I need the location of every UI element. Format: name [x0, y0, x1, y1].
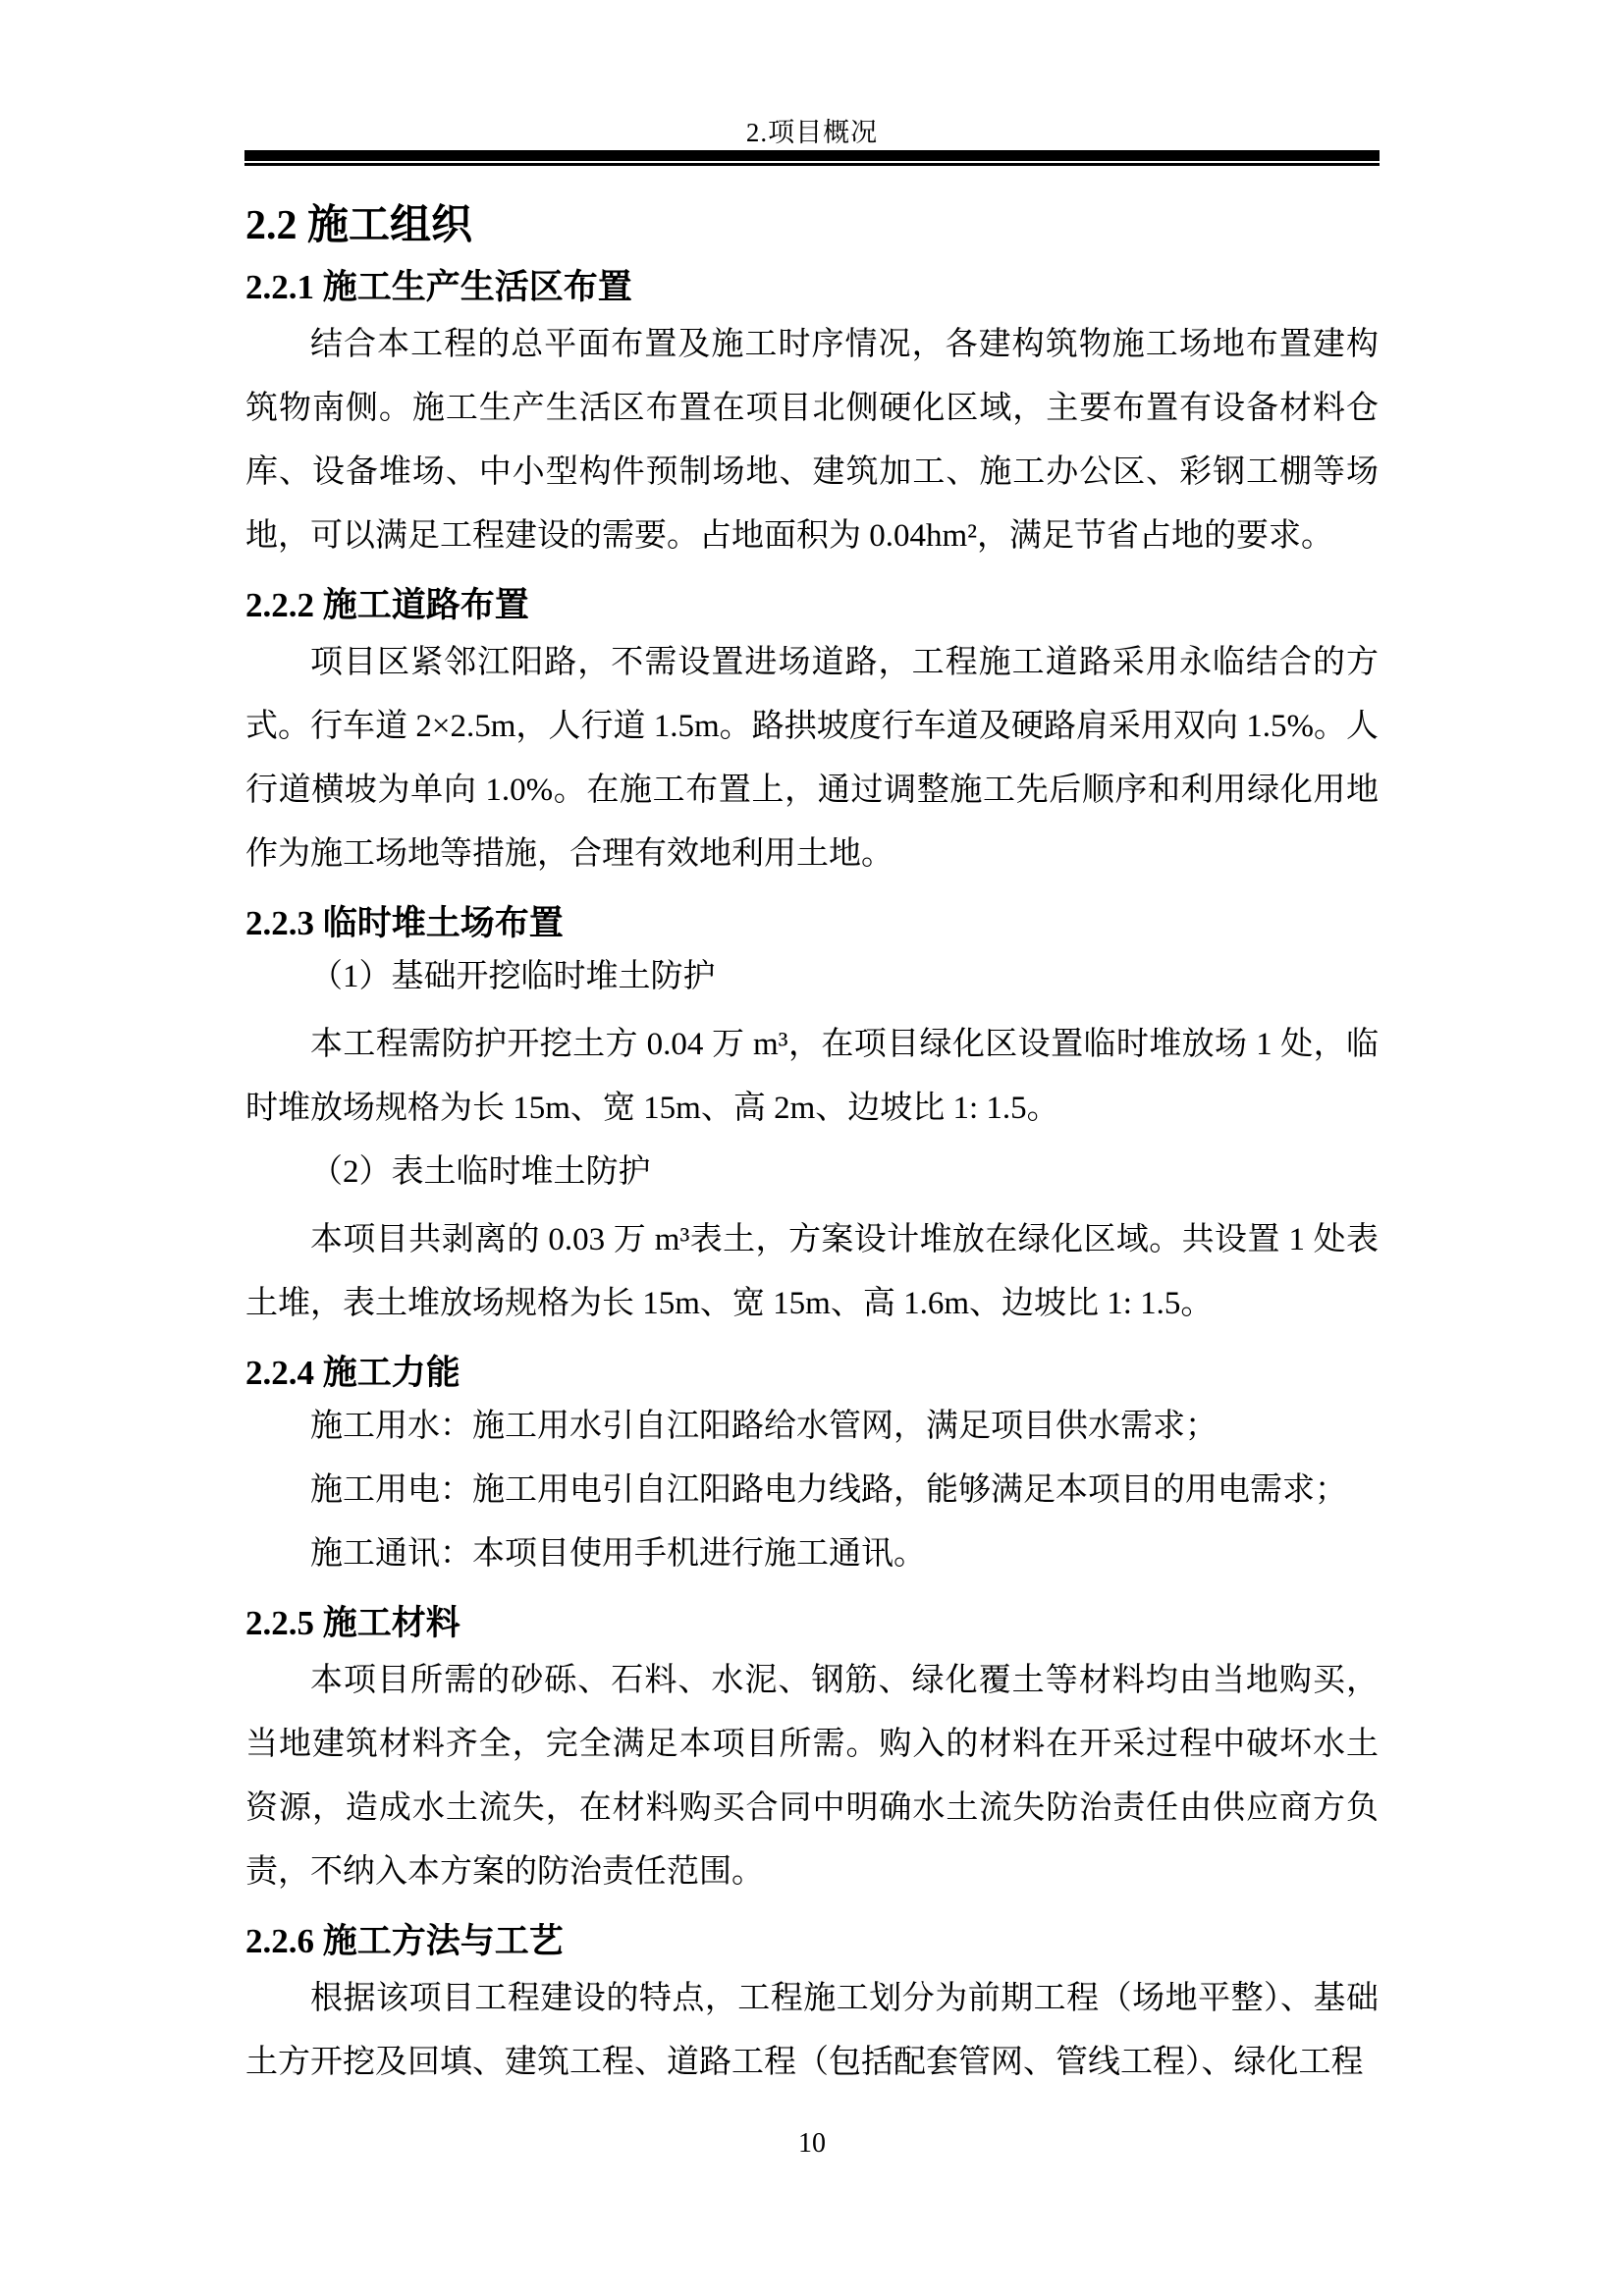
- header-rule: [244, 150, 1380, 166]
- list-item-2-label: （2）表土临时堆土防护: [310, 1154, 651, 1190]
- paragraph: 项目区紧邻江阳路，不需设置进场道路，工程施工道路采用永临结合的方式。行车道 2×2.5m，人行道 1.5m。路拱坡度行车道及硬路肩采用双向 1.5%。人行道横坡为单向 1.0%。在施工布置上，通过调整施工先后顺序和利用绿化用地作为施工场地等措施，合理有效地利用土地。: [245, 645, 1379, 872]
- list-item-1-label: （1）基础开挖临时堆土防护: [310, 959, 716, 994]
- section-2-2-3: [245, 902, 1379, 1336]
- section-2-2-6: [245, 1920, 1379, 2095]
- paragraph: 结合本工程的总平面布置及施工时序情况，各建构筑物施工场地布置建构筑物南侧。施工生产生活区布置在项目北侧硬化区域，主要布置有设备材料仓库、设备堆场、中小型构件预制场地、建筑加工、施工办公区、彩钢工棚等场地，可以满足工程建设的需要。占地面积为 0.04hm²，满足节省占地的要求。: [245, 327, 1379, 554]
- subsection-heading-2-2-1: 2.2.1 施工生产生活区布置: [245, 268, 632, 306]
- paragraph: 根据该项目工程建设的特点，工程施工划分为前期工程（场地平整）、基础土方开挖及回填、建筑工程、道路工程（包括配套管网、管线工程）、绿化工程: [245, 1981, 1379, 2080]
- paragraph: 本项目共剥离的 0.03 万 m³表土，方案设计堆放在绿化区域。共设置 1 处表土堆，表土堆放场规格为长 15m、宽 15m、高 1.6m、边坡比 1: 1.5。: [245, 1222, 1379, 1321]
- subsection-heading-2-2-4: 2.2.4 施工力能: [245, 1354, 460, 1392]
- subsection-heading-2-2-3: 2.2.3 临时堆土场布置: [245, 904, 564, 942]
- section-2-2-5: [245, 1602, 1379, 1904]
- paragraph: 本工程需防护开挖土方 0.04 万 m³，在项目绿化区设置临时堆放场 1 处，临时堆放场规格为长 15m、宽 15m、高 2m、边坡比 1: 1.5。: [245, 1027, 1379, 1126]
- subsection-heading-2-2-2: 2.2.2 施工道路布置: [245, 586, 529, 624]
- paragraph-communication: 施工通讯：本项目使用手机进行施工通讯。: [310, 1536, 926, 1572]
- page-content: [245, 201, 1379, 2095]
- running-header-title: 2.项目概况: [745, 118, 879, 147]
- subsection-heading-2-2-6: 2.2.6 施工方法与工艺: [245, 1922, 564, 1960]
- paragraph-power: 施工用电：施工用电引自江阳路电力线路，能够满足本项目的用电需求；: [310, 1472, 1347, 1508]
- section-2-2-1: [245, 266, 1379, 568]
- paragraph: 本项目所需的砂砾、石料、水泥、钢筋、绿化覆土等材料均由当地购买，当地建筑材料齐全，完全满足本项目所需。购入的材料在开采过程中破坏水土资源，造成水土流失，在材料购买合同中明确水土流失防治责任由供应商方负责，不纳入本方案的防治责任范围。: [245, 1663, 1379, 1890]
- paragraph-water: 施工用水：施工用水引自江阳路给水管网，满足项目供水需求；: [310, 1409, 1218, 1444]
- section-2-2-4: [245, 1352, 1379, 1586]
- subsection-heading-2-2-5: 2.2.5 施工材料: [245, 1604, 460, 1642]
- page-number: 10: [798, 2128, 826, 2159]
- section-2-2-2: [245, 584, 1379, 886]
- chapter-heading: 2.2 施工组织: [245, 203, 473, 248]
